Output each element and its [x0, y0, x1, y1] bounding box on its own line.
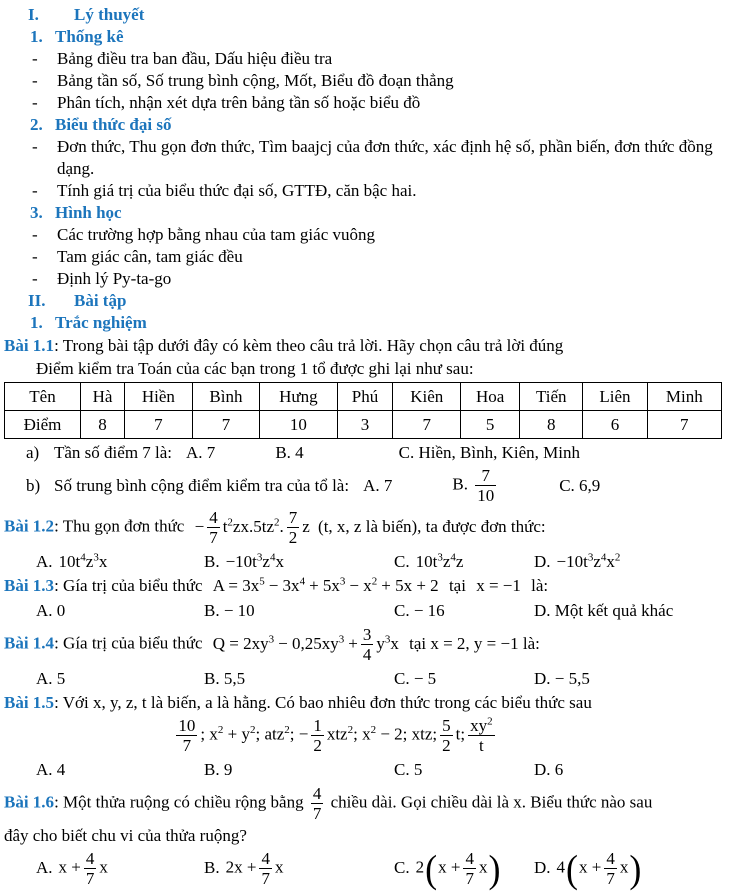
fraction: $\frac{xy^2}{t}$	[470, 715, 493, 756]
table-cell: Hưng	[260, 383, 337, 411]
fraction: $\frac{3}{4}$	[362, 625, 372, 665]
table-cell: 7	[192, 411, 260, 439]
option-a: A. 4	[36, 760, 66, 780]
item-text: Tính giá trị của biểu thức đại số, GTTĐ, căn bậc hai.	[57, 181, 417, 200]
section-algebra	[4, 114, 722, 136]
exercise-1-1-intro: Điểm kiểm tra Toán của các bạn trong 1 tổ được ghi lại như sau:	[36, 359, 474, 378]
item-text: Bảng tần số, Số trung bình cộng, Mốt, Biểu đồ đoạn thẳng	[57, 71, 454, 90]
options-1-3	[36, 598, 722, 623]
theory-item	[4, 136, 722, 180]
section-number: 3.	[30, 203, 43, 222]
section-multiple-choice	[4, 312, 722, 334]
table-cell: Liên	[583, 383, 647, 411]
option-d: D. − 5,5	[534, 669, 590, 689]
option-b: B. 9	[204, 760, 233, 780]
math-expression: $A = 3x^5 - 3x^4 + 5x^3 - x^2 + 5x + 2$	[212, 575, 439, 596]
exercise-mid: chiều dài. Gọi chiều dài là x. Biểu thức nào sau	[330, 792, 653, 812]
exercise-tail: tại x = 2, y = −1 là:	[409, 633, 540, 653]
item-text: Các trường hợp bằng nhau của tam giác vuông	[57, 225, 375, 244]
theory-item	[4, 268, 722, 290]
exercise-tail: là:	[531, 576, 549, 596]
table-cell: Hiền	[125, 383, 193, 411]
fraction: $\frac{7}{10}$	[477, 466, 495, 506]
table-cell: 8	[520, 411, 583, 439]
section-number: 1.	[30, 313, 43, 332]
close-paren: )	[488, 846, 501, 891]
item-text: Tam giác cân, tam giác đều	[57, 247, 243, 266]
option-c: C. $10t^3z^4z$	[394, 551, 464, 572]
option-a: A. 7	[186, 443, 216, 462]
item-text: Bảng điều tra ban đầu, Dấu hiệu điều tra	[57, 49, 333, 68]
heading-roman-numeral: I.	[28, 5, 39, 24]
option-b: B. 2x + $\frac{4}{7}$ x	[204, 849, 284, 889]
fraction: $\frac{4}{7}$	[209, 508, 218, 548]
scores-table	[4, 382, 722, 439]
bullet-dash: -	[32, 247, 38, 266]
theory-item	[4, 224, 722, 246]
exercise-label: Bài 1.3	[4, 576, 55, 596]
exercise-1-3	[4, 575, 722, 597]
exercise-tail: (t, x, z là biến), ta được đơn thức:	[318, 516, 546, 536]
heading-title: Lý thuyết	[74, 5, 145, 24]
exercise-lead: : Thu gọn đơn thức	[54, 516, 185, 536]
exercise-label: Bài 1.2	[4, 516, 55, 536]
exercise-1-1	[4, 335, 722, 357]
options-1-4	[36, 666, 722, 691]
exercise-lead: : Gía trị của biểu thức	[54, 576, 203, 596]
theory-item	[4, 246, 722, 268]
question-a	[26, 440, 722, 465]
exercise-label: Bài 1.5	[4, 693, 55, 713]
heading-title: Bài tập	[74, 291, 127, 310]
table-cell: Phú	[337, 383, 393, 411]
section-title: Biểu thức đại số	[55, 115, 172, 134]
table-row-names	[5, 383, 722, 411]
option-a: A. 7	[363, 475, 393, 495]
option-c: C. 5	[394, 760, 423, 780]
heading-theory	[4, 4, 722, 26]
math-expression: − $\frac{4}{7}$ $t^2zx.5tz^2$. $\frac{7}{2}$ z	[194, 508, 310, 548]
exercise-label: Bài 1.6	[4, 792, 55, 812]
table-cell: Hoa	[461, 383, 520, 411]
fraction: $\frac{1}{2}$	[313, 716, 322, 756]
close-paren: )	[629, 846, 642, 891]
bullet-dash: -	[32, 269, 38, 288]
table-cell: 7	[393, 411, 461, 439]
condition-lead: tại	[448, 576, 466, 596]
exercise-lead: : Một thửa ruộng có chiều rộng bằng	[54, 792, 304, 812]
section-number: 2.	[30, 115, 43, 134]
bullet-dash: -	[32, 225, 38, 244]
option-b: B. $-10t^3z^4x$	[204, 551, 284, 572]
option-b	[452, 465, 499, 506]
section-title: Trắc nghiệm	[55, 313, 147, 332]
bullet-dash: -	[32, 93, 38, 112]
option-c: C. − 16	[394, 601, 445, 621]
fraction: $\frac{4}{7}$	[606, 849, 615, 889]
option-a: A. x + $\frac{4}{7}$ x	[36, 849, 108, 889]
fraction: $\frac{10}{7}$	[178, 716, 196, 756]
open-paren: (	[425, 846, 438, 891]
exercise-text: : Trong bài tập dưới đây có kèm theo câu trả lời. Hãy chọn câu trả lời đúng	[54, 336, 564, 355]
table-cell: Điểm	[5, 411, 81, 439]
exercise-1-5	[4, 692, 722, 714]
item-text: Đơn thức, Thu gọn đơn thức, Tìm baajcj của đơn thức, xác định hệ số, phần biến, đơn thức đồng dạng.	[57, 137, 713, 178]
table-cell: 7	[647, 411, 721, 439]
option-d: D. 6	[534, 760, 564, 780]
section-geometry	[4, 202, 722, 224]
table-cell: 6	[583, 411, 647, 439]
condition: x = −1	[476, 576, 521, 596]
option-b: B. 5,5	[204, 669, 246, 689]
item-text: Phân tích, nhận xét dựa trên bảng tần số hoặc biểu đồ	[57, 93, 421, 112]
table-cell: Bình	[192, 383, 260, 411]
option-c: C. Hiền, Bình, Kiên, Minh	[398, 443, 580, 462]
table-cell: 3	[337, 411, 393, 439]
fraction: $\frac{4}{7}$	[85, 849, 95, 889]
bullet-dash: -	[32, 137, 38, 156]
bullet-dash: -	[32, 49, 38, 68]
exercise-text: : Với x, y, z, t là biến, a là hằng. Có bao nhiêu đơn thức trong các biểu thức sau	[54, 693, 592, 713]
theory-item	[4, 92, 722, 114]
item-text: Định lý Py-ta-go	[57, 269, 172, 288]
option-a: A. $10t^4z^3x$	[36, 551, 108, 572]
math-expression: $Q = 2xy^3 - 0,25xy^3$ + $\frac{3}{4}$ $y^3x$	[212, 625, 399, 665]
options-1-2	[36, 549, 722, 574]
exercise-label: Bài 1.4	[4, 633, 55, 653]
table-cell: Hà	[80, 383, 124, 411]
question-text: Số trung bình cộng điểm kiểm tra của tổ là:	[54, 475, 350, 495]
option-a: A. 5	[36, 669, 66, 689]
section-title: Thống kê	[55, 27, 124, 46]
heading-exercises	[4, 290, 722, 312]
exercise-1-4	[4, 624, 722, 665]
table-cell: 7	[125, 411, 193, 439]
heading-roman-numeral: II.	[28, 291, 46, 310]
table-cell: 10	[260, 411, 337, 439]
bullet-dash: -	[32, 181, 38, 200]
table-cell: Kiên	[393, 383, 461, 411]
table-cell: Minh	[647, 383, 721, 411]
exercise-1-2	[4, 507, 722, 548]
question-b	[26, 465, 722, 506]
section-statistics	[4, 26, 722, 48]
option-d: D. $-10t^3z^4x^2$	[534, 551, 621, 572]
table-cell: Tên	[5, 383, 81, 411]
section-title: Hình học	[55, 203, 122, 222]
exercise-1-6	[4, 783, 722, 824]
expression-list: $\frac{10}{7}$ ; $x^2 + y^2$; atz$^2$; − $\frac{1}{2}$ xtz$^2$; $x^2 - 2$; xtz; $\frac{5}{2}$ t; $\frac{xy^2}{t}$	[4, 715, 722, 756]
fraction: $\frac{7}{2}$	[288, 508, 298, 548]
exercise-label: Bài 1.1	[4, 336, 55, 355]
theory-item	[4, 180, 722, 202]
table-cell: Tiến	[520, 383, 583, 411]
question-letter: a)	[26, 443, 40, 462]
table-cell: 5	[461, 411, 520, 439]
section-number: 1.	[30, 27, 43, 46]
open-paren: (	[566, 846, 579, 891]
option-b: B. 4	[275, 443, 304, 462]
table-cell: 8	[80, 411, 124, 439]
options-1-5	[36, 757, 722, 782]
option-d: D. 4(x + $\frac{4}{7}$ x)	[534, 846, 642, 891]
table-row-scores	[5, 411, 722, 439]
fraction: $\frac{4}{7}$	[261, 849, 270, 889]
fraction: $\frac{4}{7}$	[465, 849, 474, 889]
option-c: C. 2(x + $\frac{4}{7}$ x)	[394, 846, 501, 891]
fraction: $\frac{4}{7}$	[312, 784, 322, 824]
option-d: D. Một kết quả khác	[534, 601, 674, 621]
option-c: C. − 5	[394, 669, 437, 689]
theory-item	[4, 48, 722, 70]
option-c: C. 6,9	[559, 475, 601, 495]
exercise-lead: : Gía trị của biểu thức	[54, 633, 203, 653]
theory-item	[4, 70, 722, 92]
question-letter: b)	[26, 475, 41, 495]
option-b: B. − 10	[204, 601, 255, 621]
fraction: $\frac{5}{2}$	[442, 716, 451, 756]
bullet-dash: -	[32, 71, 38, 90]
option-a: A. 0	[36, 601, 66, 621]
option-label: B.	[452, 474, 468, 494]
question-text: Tần số điểm 7 là:	[54, 443, 173, 462]
exercise-1-6-line2: đây cho biết chu vi của thửa ruộng?	[4, 826, 247, 846]
options-1-6	[36, 848, 722, 889]
